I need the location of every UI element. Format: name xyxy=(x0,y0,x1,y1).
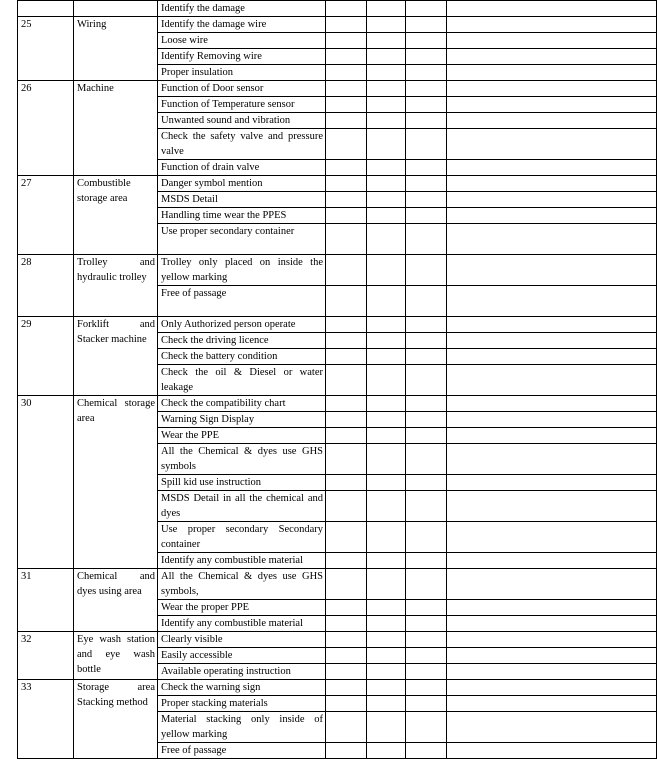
item-number-cell xyxy=(18,1,74,17)
status-cell-1[interactable] xyxy=(326,491,367,522)
item-number-cell: 31 xyxy=(18,569,74,632)
status-cell-2[interactable] xyxy=(367,522,406,553)
check-item-cell: Identify any combustible material xyxy=(158,616,326,632)
remarks-cell[interactable] xyxy=(447,17,657,33)
status-cell-1[interactable] xyxy=(326,349,367,365)
check-item-cell: Check the compatibility chart xyxy=(158,396,326,412)
status-cell-1[interactable] xyxy=(326,680,367,696)
status-cell-3[interactable] xyxy=(406,712,447,743)
status-cell-3[interactable] xyxy=(406,553,447,569)
item-number-cell: 28 xyxy=(18,255,74,317)
status-cell-1[interactable] xyxy=(326,49,367,65)
check-item-cell: Identify any combustible material xyxy=(158,553,326,569)
status-cell-3[interactable] xyxy=(406,224,447,255)
status-cell-2[interactable] xyxy=(367,412,406,428)
remarks-cell[interactable] xyxy=(447,444,657,475)
status-cell-2[interactable] xyxy=(367,17,406,33)
status-cell-2[interactable] xyxy=(367,224,406,255)
status-cell-3[interactable] xyxy=(406,160,447,176)
status-cell-1[interactable] xyxy=(326,365,367,396)
status-cell-3[interactable] xyxy=(406,1,447,17)
status-cell-1[interactable] xyxy=(326,224,367,255)
status-cell-2[interactable] xyxy=(367,664,406,680)
check-item-cell: Proper stacking materials xyxy=(158,696,326,712)
status-cell-3[interactable] xyxy=(406,616,447,632)
area-name-cell: Trolley and hydraulic trolley xyxy=(74,255,158,317)
remarks-cell[interactable] xyxy=(447,129,657,160)
table-row xyxy=(18,396,657,412)
table-row xyxy=(18,255,657,286)
status-cell-1[interactable] xyxy=(326,81,367,97)
remarks-cell[interactable] xyxy=(447,553,657,569)
status-cell-3[interactable] xyxy=(406,428,447,444)
status-cell-2[interactable] xyxy=(367,680,406,696)
remarks-cell[interactable] xyxy=(447,569,657,600)
status-cell-1[interactable] xyxy=(326,255,367,286)
status-cell-3[interactable] xyxy=(406,444,447,475)
status-cell-3[interactable] xyxy=(406,33,447,49)
status-cell-1[interactable] xyxy=(326,286,367,317)
remarks-cell[interactable] xyxy=(447,616,657,632)
check-item-cell: Wear the proper PPE xyxy=(158,600,326,616)
status-cell-1[interactable] xyxy=(326,333,367,349)
status-cell-1[interactable] xyxy=(326,65,367,81)
status-cell-2[interactable] xyxy=(367,712,406,743)
status-cell-2[interactable] xyxy=(367,475,406,491)
status-cell-2[interactable] xyxy=(367,1,406,17)
remarks-cell[interactable] xyxy=(447,365,657,396)
check-item-cell: Check the warning sign xyxy=(158,680,326,696)
area-name-cell: Machine xyxy=(74,81,158,176)
status-cell-1[interactable] xyxy=(326,317,367,333)
status-cell-3[interactable] xyxy=(406,396,447,412)
inspection-checklist-table xyxy=(17,0,657,759)
remarks-cell[interactable] xyxy=(447,1,657,17)
area-name-cell: Combustible storage area xyxy=(74,176,158,255)
remarks-cell[interactable] xyxy=(447,349,657,365)
item-number-cell: 27 xyxy=(18,176,74,255)
check-item-cell: Handling time wear the PPES xyxy=(158,208,326,224)
status-cell-2[interactable] xyxy=(367,553,406,569)
remarks-cell[interactable] xyxy=(447,176,657,192)
table-row xyxy=(18,317,657,333)
remarks-cell[interactable] xyxy=(447,317,657,333)
status-cell-1[interactable] xyxy=(326,743,367,759)
status-cell-2[interactable] xyxy=(367,743,406,759)
remarks-cell[interactable] xyxy=(447,208,657,224)
status-cell-2[interactable] xyxy=(367,208,406,224)
remarks-cell[interactable] xyxy=(447,97,657,113)
area-name-cell: Storage area Stacking method xyxy=(74,680,158,759)
check-item-cell: Trolley only placed on inside the yellow marking xyxy=(158,255,326,286)
status-cell-3[interactable] xyxy=(406,286,447,317)
status-cell-2[interactable] xyxy=(367,97,406,113)
check-item-cell: Loose wire xyxy=(158,33,326,49)
check-item-cell: Use proper secondary container xyxy=(158,224,326,255)
status-cell-2[interactable] xyxy=(367,696,406,712)
remarks-cell[interactable] xyxy=(447,475,657,491)
status-cell-3[interactable] xyxy=(406,176,447,192)
status-cell-3[interactable] xyxy=(406,648,447,664)
remarks-cell[interactable] xyxy=(447,696,657,712)
remarks-cell[interactable] xyxy=(447,743,657,759)
status-cell-1[interactable] xyxy=(326,97,367,113)
table-row xyxy=(18,81,657,97)
status-cell-2[interactable] xyxy=(367,129,406,160)
status-cell-1[interactable] xyxy=(326,664,367,680)
remarks-cell[interactable] xyxy=(447,491,657,522)
check-item-cell: Warning Sign Display xyxy=(158,412,326,428)
status-cell-1[interactable] xyxy=(326,428,367,444)
item-number-cell: 30 xyxy=(18,396,74,569)
status-cell-3[interactable] xyxy=(406,81,447,97)
status-cell-1[interactable] xyxy=(326,160,367,176)
status-cell-2[interactable] xyxy=(367,176,406,192)
table-row xyxy=(18,1,657,17)
status-cell-3[interactable] xyxy=(406,365,447,396)
status-cell-2[interactable] xyxy=(367,396,406,412)
check-item-cell: Unwanted sound and vibration xyxy=(158,113,326,129)
status-cell-3[interactable] xyxy=(406,17,447,33)
status-cell-1[interactable] xyxy=(326,475,367,491)
check-item-cell: All the Chemical & dyes use GHS symbols, xyxy=(158,569,326,600)
status-cell-3[interactable] xyxy=(406,491,447,522)
status-cell-3[interactable] xyxy=(406,192,447,208)
check-item-cell: Only Authorized person operate xyxy=(158,317,326,333)
remarks-cell[interactable] xyxy=(447,412,657,428)
remarks-cell[interactable] xyxy=(447,680,657,696)
status-cell-2[interactable] xyxy=(367,160,406,176)
check-item-cell: Function of drain valve xyxy=(158,160,326,176)
status-cell-3[interactable] xyxy=(406,65,447,81)
status-cell-3[interactable] xyxy=(406,696,447,712)
status-cell-2[interactable] xyxy=(367,600,406,616)
check-item-cell: Check the safety valve and pressure valve xyxy=(158,129,326,160)
status-cell-1[interactable] xyxy=(326,616,367,632)
status-cell-1[interactable] xyxy=(326,192,367,208)
check-item-cell: Easily accessible xyxy=(158,648,326,664)
status-cell-2[interactable] xyxy=(367,255,406,286)
status-cell-3[interactable] xyxy=(406,475,447,491)
check-item-cell: Clearly visible xyxy=(158,632,326,648)
item-number-cell: 25 xyxy=(18,17,74,81)
item-number-cell: 29 xyxy=(18,317,74,396)
check-item-cell: Available operating instruction xyxy=(158,664,326,680)
table-row xyxy=(18,176,657,192)
status-cell-2[interactable] xyxy=(367,569,406,600)
item-number-cell: 33 xyxy=(18,680,74,759)
status-cell-1[interactable] xyxy=(326,396,367,412)
check-item-cell: Danger symbol mention xyxy=(158,176,326,192)
status-cell-2[interactable] xyxy=(367,192,406,208)
check-item-cell: Identify Removing wire xyxy=(158,49,326,65)
check-item-cell: All the Chemical & dyes use GHS symbols xyxy=(158,444,326,475)
check-item-cell: Proper insulation xyxy=(158,65,326,81)
status-cell-3[interactable] xyxy=(406,255,447,286)
status-cell-2[interactable] xyxy=(367,81,406,97)
status-cell-3[interactable] xyxy=(406,317,447,333)
remarks-cell[interactable] xyxy=(447,286,657,317)
area-name-cell xyxy=(74,1,158,17)
status-cell-3[interactable] xyxy=(406,664,447,680)
remarks-cell[interactable] xyxy=(447,712,657,743)
status-cell-2[interactable] xyxy=(367,113,406,129)
status-cell-3[interactable] xyxy=(406,97,447,113)
remarks-cell[interactable] xyxy=(447,192,657,208)
table-row xyxy=(18,680,657,696)
status-cell-1[interactable] xyxy=(326,129,367,160)
status-cell-1[interactable] xyxy=(326,1,367,17)
status-cell-1[interactable] xyxy=(326,569,367,600)
check-item-cell: Use proper secondary Secondary container xyxy=(158,522,326,553)
remarks-cell[interactable] xyxy=(447,664,657,680)
check-item-cell: Identify the damage xyxy=(158,1,326,17)
remarks-cell[interactable] xyxy=(447,255,657,286)
status-cell-3[interactable] xyxy=(406,522,447,553)
status-cell-1[interactable] xyxy=(326,176,367,192)
status-cell-3[interactable] xyxy=(406,569,447,600)
status-cell-3[interactable] xyxy=(406,49,447,65)
status-cell-1[interactable] xyxy=(326,632,367,648)
remarks-cell[interactable] xyxy=(447,33,657,49)
remarks-cell[interactable] xyxy=(447,632,657,648)
status-cell-1[interactable] xyxy=(326,412,367,428)
area-name-cell: Wiring xyxy=(74,17,158,81)
status-cell-3[interactable] xyxy=(406,129,447,160)
status-cell-1[interactable] xyxy=(326,444,367,475)
area-name-cell: Chemical and dyes using area xyxy=(74,569,158,632)
remarks-cell[interactable] xyxy=(447,49,657,65)
status-cell-2[interactable] xyxy=(367,616,406,632)
status-cell-2[interactable] xyxy=(367,333,406,349)
status-cell-2[interactable] xyxy=(367,632,406,648)
remarks-cell[interactable] xyxy=(447,600,657,616)
status-cell-3[interactable] xyxy=(406,113,447,129)
check-item-cell: Material stacking only inside of yellow marking xyxy=(158,712,326,743)
status-cell-1[interactable] xyxy=(326,648,367,664)
remarks-cell[interactable] xyxy=(447,396,657,412)
remarks-cell[interactable] xyxy=(447,333,657,349)
status-cell-2[interactable] xyxy=(367,491,406,522)
status-cell-1[interactable] xyxy=(326,712,367,743)
status-cell-1[interactable] xyxy=(326,553,367,569)
check-item-cell: Identify the damage wire xyxy=(158,17,326,33)
status-cell-1[interactable] xyxy=(326,33,367,49)
status-cell-2[interactable] xyxy=(367,286,406,317)
remarks-cell[interactable] xyxy=(447,113,657,129)
check-item-cell: MSDS Detail in all the chemical and dyes xyxy=(158,491,326,522)
check-item-cell: Check the oil & Diesel or water leakage xyxy=(158,365,326,396)
status-cell-2[interactable] xyxy=(367,349,406,365)
status-cell-2[interactable] xyxy=(367,33,406,49)
check-item-cell: Function of Temperature sensor xyxy=(158,97,326,113)
status-cell-1[interactable] xyxy=(326,696,367,712)
item-number-cell: 32 xyxy=(18,632,74,680)
remarks-cell[interactable] xyxy=(447,160,657,176)
status-cell-2[interactable] xyxy=(367,444,406,475)
status-cell-3[interactable] xyxy=(406,412,447,428)
status-cell-1[interactable] xyxy=(326,17,367,33)
remarks-cell[interactable] xyxy=(447,522,657,553)
status-cell-3[interactable] xyxy=(406,743,447,759)
status-cell-3[interactable] xyxy=(406,333,447,349)
check-item-cell: Check the battery condition xyxy=(158,349,326,365)
table-row xyxy=(18,17,657,33)
remarks-cell[interactable] xyxy=(447,224,657,255)
remarks-cell[interactable] xyxy=(447,428,657,444)
check-item-cell: Free of passage xyxy=(158,286,326,317)
status-cell-2[interactable] xyxy=(367,428,406,444)
status-cell-3[interactable] xyxy=(406,632,447,648)
status-cell-3[interactable] xyxy=(406,208,447,224)
area-name-cell: Forklift and Stacker machine xyxy=(74,317,158,396)
remarks-cell[interactable] xyxy=(447,648,657,664)
status-cell-2[interactable] xyxy=(367,49,406,65)
status-cell-3[interactable] xyxy=(406,600,447,616)
status-cell-1[interactable] xyxy=(326,113,367,129)
area-name-cell: Eye wash station and eye wash bottle xyxy=(74,632,158,680)
remarks-cell[interactable] xyxy=(447,65,657,81)
status-cell-2[interactable] xyxy=(367,65,406,81)
status-cell-1[interactable] xyxy=(326,208,367,224)
status-cell-2[interactable] xyxy=(367,648,406,664)
area-name-cell: Chemical storage area xyxy=(74,396,158,569)
check-item-cell: Check the driving licence xyxy=(158,333,326,349)
status-cell-3[interactable] xyxy=(406,349,447,365)
table-row xyxy=(18,632,657,648)
table-row xyxy=(18,569,657,600)
item-number-cell: 26 xyxy=(18,81,74,176)
status-cell-2[interactable] xyxy=(367,365,406,396)
status-cell-2[interactable] xyxy=(367,317,406,333)
check-item-cell: Free of passage xyxy=(158,743,326,759)
remarks-cell[interactable] xyxy=(447,81,657,97)
status-cell-1[interactable] xyxy=(326,600,367,616)
check-item-cell: Wear the PPE xyxy=(158,428,326,444)
check-item-cell: Function of Door sensor xyxy=(158,81,326,97)
status-cell-3[interactable] xyxy=(406,680,447,696)
check-item-cell: MSDS Detail xyxy=(158,192,326,208)
status-cell-1[interactable] xyxy=(326,522,367,553)
check-item-cell: Spill kid use instruction xyxy=(158,475,326,491)
